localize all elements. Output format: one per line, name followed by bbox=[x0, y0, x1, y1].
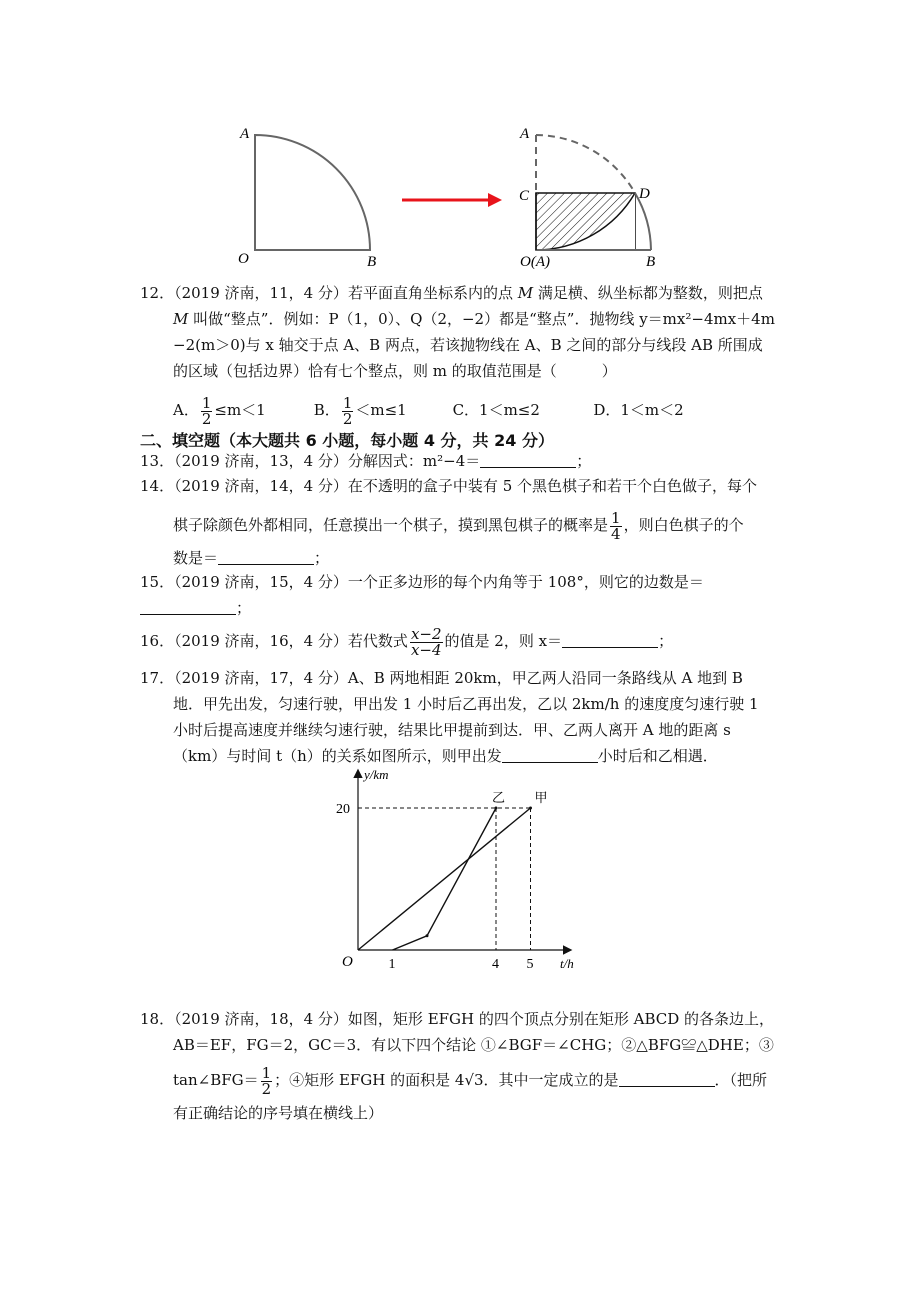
q12-line3: −2(m＞0)与 x 轴交于点 A、B 两点，若该抛物线在 A、B 之间的部分与线段 AB 所围成 bbox=[173, 336, 763, 354]
quarter-circle-svg bbox=[230, 120, 670, 270]
option-b-den: 2 bbox=[342, 409, 353, 428]
q17-line3: 小时后提高速度并继续匀速行驶，结果比甲提前到达．甲、乙两人离开 A 地的距离 s bbox=[173, 721, 731, 739]
y-axis-label: y/km bbox=[364, 767, 389, 782]
q15-line1: 15．（2019 济南，15，4 分）一个正多边形的每个内角等于 108°，则它的边数是＝ bbox=[140, 573, 704, 591]
q13-answer-blank[interactable] bbox=[480, 453, 576, 468]
origin-label: O bbox=[342, 954, 353, 970]
q17-line2: 地．甲先出发，匀速行驶，甲出发 1 小时后乙再出发，乙以 2km/h 的速度度匀速行驶 1 bbox=[173, 695, 759, 713]
q16-den: x−4 bbox=[410, 640, 442, 659]
q16-answer-blank[interactable] bbox=[562, 633, 658, 648]
q12-source: （2019 济南，11，4 分） bbox=[174, 284, 348, 302]
q12-option-a[interactable] bbox=[173, 391, 309, 429]
q14-text-2a: 棋子除颜色外都相同，任意摸出一个棋子，摸到黑包棋子的概率是 bbox=[173, 516, 609, 534]
q12-text-m: M bbox=[517, 284, 534, 302]
q18-line4: 有正确结论的序号填在横线上） bbox=[173, 1104, 384, 1122]
q17-text-4b: 小时后和乙相遇． bbox=[597, 747, 718, 765]
q12-option-d[interactable]: D．1＜m＜2 bbox=[593, 401, 684, 419]
q16-num: x−2 bbox=[410, 624, 442, 643]
label-c-right: C bbox=[519, 188, 530, 204]
q12-line4: 的区域（包括边界）恰有七个整点，则 m 的取值范围是（ ） bbox=[173, 362, 617, 380]
option-b-label: B． bbox=[313, 401, 340, 419]
q14-num: 1 bbox=[611, 508, 621, 527]
q16-text-a: 16．（2019 济南，16，4 分）若代数式 bbox=[140, 632, 408, 650]
option-a-den: 2 bbox=[201, 409, 212, 428]
q12-option-c[interactable]: C．1＜m≤2 bbox=[452, 401, 540, 419]
q12-text-2b: 叫做“整点”．例如： bbox=[188, 310, 329, 328]
q12-number: 12． bbox=[140, 284, 175, 302]
label-d-right: D bbox=[639, 186, 650, 202]
series-line-0 bbox=[358, 808, 531, 950]
transform-arrow-head bbox=[488, 193, 502, 207]
option-a-label: A． bbox=[173, 401, 199, 419]
q17-text-4a: （km）与时间 t（h）的关系如图所示，则甲出发 bbox=[173, 747, 502, 765]
q18-text-3b: ；④矩形 EFGH 的面积是 4√3．其中一定成立的是 bbox=[274, 1071, 619, 1089]
label-a-right: A bbox=[520, 126, 530, 142]
q14-text-3a: 数是＝ bbox=[173, 549, 219, 567]
q12-text-2c: P（1，0）、Q（2，−2）都是“整点”．抛物线 y＝mx²−4mx＋4m bbox=[328, 310, 775, 328]
q15-answer-blank[interactable] bbox=[140, 600, 236, 615]
q16-text-b: 的值是 2，则 x＝ bbox=[444, 632, 563, 650]
option-a-fraction bbox=[201, 393, 213, 428]
q14-answer-blank[interactable] bbox=[218, 550, 314, 565]
q12-line1 bbox=[140, 283, 763, 303]
q12-text-2a: M bbox=[173, 310, 189, 328]
q17-answer-blank[interactable] bbox=[502, 748, 598, 763]
q14-text-2b: ，则白色棋子的个 bbox=[623, 516, 744, 534]
q12-text-1a: 若平面直角坐标系内的点 bbox=[347, 284, 518, 302]
label-oa-right: O(A) bbox=[520, 254, 550, 270]
label-b-left: B bbox=[367, 254, 377, 270]
chart-svg bbox=[330, 765, 590, 980]
q16-end: ； bbox=[658, 632, 674, 650]
distance-time-chart bbox=[330, 765, 590, 980]
option-b-rest: ＜m≤1 bbox=[355, 401, 407, 419]
x-tick-label-5: 5 bbox=[526, 957, 534, 972]
option-a-rest: ≤m＜1 bbox=[214, 401, 266, 419]
q14-den: 4 bbox=[611, 524, 621, 543]
y-tick-label-20: 20 bbox=[336, 802, 350, 817]
right-dashed-arc bbox=[536, 135, 635, 193]
section-2-title: 二、填空题（本大题共 6 小题，每小题 4 分，共 24 分） bbox=[140, 431, 554, 450]
q18-line3 bbox=[173, 1061, 767, 1099]
q14-line2 bbox=[173, 506, 744, 544]
series-point-1-1 bbox=[426, 934, 429, 937]
q18-line2: AB＝EF，FG＝2，GC＝3．有以下四个结论 ①∠BGF＝∠CHG；②△BFG≌△DHE；③ bbox=[173, 1036, 774, 1054]
quarter-circle-figure bbox=[230, 120, 670, 270]
q14-line3 bbox=[173, 548, 329, 568]
q12-options bbox=[173, 391, 684, 429]
q18-den: 2 bbox=[261, 1079, 272, 1098]
series-label-1: 乙 bbox=[492, 790, 506, 805]
x-tick-label-4: 4 bbox=[492, 957, 499, 972]
option-b-fraction bbox=[342, 393, 354, 428]
q15-end: ； bbox=[236, 599, 252, 617]
q12-text-1b: 满足横、纵坐标都为整数，则把点 bbox=[533, 284, 763, 302]
q15-line2 bbox=[140, 598, 251, 618]
q14-line1: 14．（2019 济南，14，4 分）在不透明的盒子中装有 5 个黑色棋子和若干个白色做子，每个 bbox=[140, 477, 758, 495]
q13-text: 13．（2019 济南，13，4 分）分解因式：m²−4＝ bbox=[140, 452, 481, 470]
q14-fraction bbox=[610, 508, 622, 543]
question-16 bbox=[140, 622, 673, 660]
label-b-right: B bbox=[646, 254, 656, 270]
q12-line2 bbox=[173, 309, 775, 329]
q17-line1: 17．（2019 济南，17，4 分）A、B 两地相距 20km，甲乙两人沿同一条路线从 A 地到 B bbox=[140, 669, 743, 687]
q18-answer-blank[interactable] bbox=[619, 1072, 715, 1087]
left-quarter-circle bbox=[255, 135, 370, 250]
question-13 bbox=[140, 451, 591, 471]
option-b-num: 1 bbox=[342, 393, 353, 412]
q18-num: 1 bbox=[261, 1063, 272, 1082]
option-a-num: 1 bbox=[201, 393, 212, 412]
x-tick-label-1: 1 bbox=[388, 957, 396, 972]
q18-text-3a: tan∠BFG＝ bbox=[173, 1071, 259, 1089]
series-label-0: 甲 bbox=[534, 790, 548, 805]
label-a-left: A bbox=[240, 126, 250, 142]
q16-fraction bbox=[410, 624, 443, 659]
label-o-left: O bbox=[238, 251, 249, 267]
q18-line1: 18．（2019 济南，18，4 分）如图，矩形 EFGH 的四个顶点分别在矩形 ABCD 的各条边上， bbox=[140, 1010, 775, 1028]
x-axis-label: t/h bbox=[560, 956, 574, 971]
q17-line4 bbox=[173, 746, 718, 766]
q18-text-3c: ．（把所 bbox=[714, 1071, 768, 1089]
q13-end: ； bbox=[576, 452, 592, 470]
q18-fraction bbox=[261, 1063, 273, 1098]
q12-option-b[interactable] bbox=[314, 391, 448, 429]
q14-text-3b: ； bbox=[314, 549, 330, 567]
